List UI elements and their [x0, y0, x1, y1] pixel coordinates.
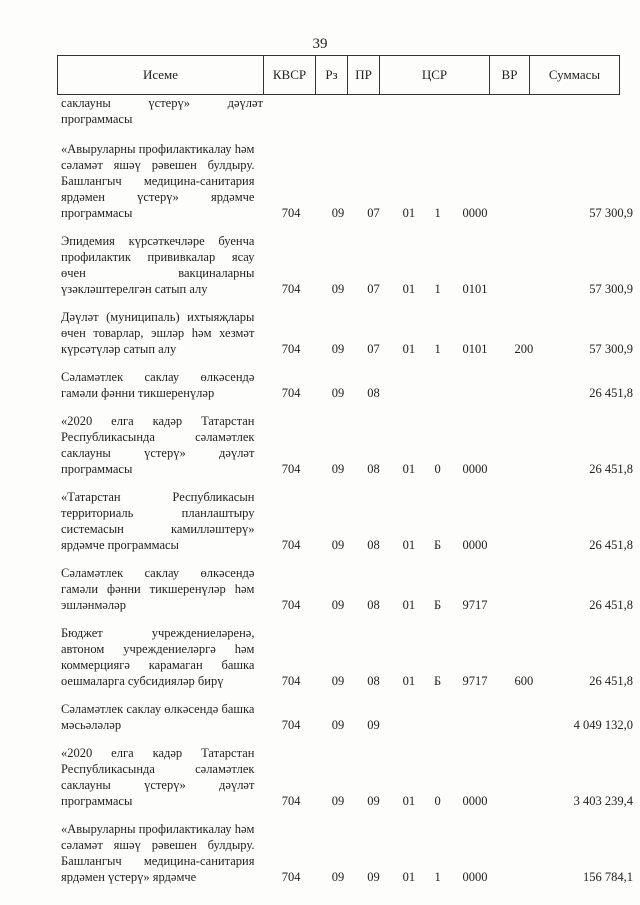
row-csr-subprogram: 0	[434, 794, 441, 808]
row-ksvr: 704	[281, 794, 301, 808]
row-name: «2020 елга кадәр Татарстан Республикасында сәламәтлек саклауны үстерү» дәүләт программасы	[61, 414, 255, 476]
row-csr-subprogram: Б	[434, 598, 442, 612]
row-name: Эпидемия күрсәткечләре буенча профилактик прививкалар ясау өчен вакциналарны үзәкләштерелгән сатып алу	[61, 234, 255, 296]
row-csr-code: 0101	[462, 342, 488, 356]
row-csr-code: 9717	[462, 598, 488, 612]
row-name: «Авыруларны профилактикалау һәм сәламәт яшәү рәвешен булдыру. Башлангыч медицина-санитария ярдәмен үстерү» ярдәмче программасы	[61, 142, 255, 220]
header-rz: Рз	[316, 56, 348, 94]
row-rz: 09	[331, 282, 345, 296]
row-ksvr: 704	[281, 674, 301, 688]
row-sum: 4 049 132,0	[573, 718, 634, 732]
table-header	[57, 55, 620, 95]
header-vr: ВР	[490, 56, 530, 94]
row-csr-program: 01	[402, 794, 416, 808]
header-csr: ЦСР	[380, 56, 490, 94]
row-rz: 09	[331, 718, 345, 732]
header-pr: ПР	[348, 56, 380, 94]
row-name: «Татарстан Республикасын территориаль планлаштыру системасын камилләштерү» ярдәмче программасы	[61, 490, 255, 552]
row-name: саклауны үстерү» дәүләт программасы	[61, 96, 263, 126]
row-pr: 07	[367, 342, 380, 356]
row-pr: 09	[367, 870, 380, 884]
row-csr-code: 9717	[462, 674, 488, 688]
row-csr-program: 01	[402, 538, 416, 552]
row-rz: 09	[331, 794, 345, 808]
table-row	[57, 95, 637, 127]
row-name: Бюджет учреждениеләренә, автоном учреждениеләргә һәм коммерциягә карамаган башка оешмаларга субсидияләр бирү	[61, 626, 255, 688]
row-pr: 08	[367, 462, 380, 476]
row-ksvr: 704	[281, 462, 301, 476]
table-body	[57, 95, 637, 897]
row-sum: 26 451,8	[589, 462, 634, 476]
row-pr: 09	[367, 718, 380, 732]
row-csr-subprogram: 1	[434, 282, 441, 296]
row-csr-code: 0101	[462, 282, 488, 296]
row-ksvr: 704	[281, 870, 301, 884]
row-name: Сәламәтлек саклау өлкәсендә гамәли фәнни тикшеренүләр һәм эшләнмәләр	[61, 566, 255, 612]
row-ksvr: 704	[281, 718, 301, 732]
row-sum: 57 300,9	[589, 282, 634, 296]
table-row	[57, 233, 637, 297]
row-name: «Авыруларны профилактикалау һәм сәламәт яшәү рәвешен булдыру. Башлангыч медицина-санитария ярдәмен үстерү» ярдәмче	[61, 822, 255, 884]
row-vr: 600	[514, 674, 534, 688]
table-row	[57, 141, 637, 221]
row-name: Дәүләт (муниципаль) ихтыяҗлары өчен товарлар, эшләр һәм хезмәт күрсәтүләр сатып алу	[61, 310, 255, 356]
row-rz: 09	[331, 870, 345, 884]
page-number: 39	[312, 36, 328, 52]
header-name: Исеме	[58, 56, 264, 94]
table-row	[57, 745, 637, 809]
row-ksvr: 704	[281, 282, 301, 296]
row-csr-subprogram: 0	[434, 462, 441, 476]
row-sum: 156 784,1	[583, 870, 634, 884]
table-row	[57, 625, 637, 689]
row-csr-code: 0000	[462, 206, 488, 220]
row-sum: 3 403 239,4	[573, 794, 634, 808]
row-rz: 09	[331, 386, 345, 400]
row-rz: 09	[331, 206, 345, 220]
row-csr-program: 01	[402, 342, 416, 356]
row-pr: 09	[367, 794, 380, 808]
table-row	[57, 565, 637, 613]
table-row	[57, 489, 637, 553]
table-row	[57, 413, 637, 477]
row-name: «2020 елга кадәр Татарстан Республикасында сәламәтлек саклауны үстерү» дәүләт программасы	[61, 746, 255, 808]
row-ksvr: 704	[281, 538, 301, 552]
header-ksvr: КВСР	[264, 56, 316, 94]
table-row	[57, 701, 637, 733]
row-csr-program: 01	[402, 870, 416, 884]
row-ksvr: 704	[281, 342, 301, 356]
row-csr-program: 01	[402, 206, 416, 220]
row-pr: 07	[367, 206, 380, 220]
row-sum: 57 300,9	[589, 206, 634, 220]
row-name: Сәламәтлек саклау өлкәсендә гамәли фәнни тикшеренүләр	[61, 370, 255, 400]
row-rz: 09	[331, 598, 345, 612]
row-csr-program: 01	[402, 282, 416, 296]
row-rz: 09	[331, 342, 345, 356]
row-csr-subprogram: Б	[434, 674, 442, 688]
row-csr-code: 0000	[462, 462, 488, 476]
row-vr: 200	[514, 342, 534, 356]
row-sum: 26 451,8	[589, 598, 634, 612]
row-ksvr: 704	[281, 386, 301, 400]
row-csr-subprogram: 1	[434, 206, 441, 220]
row-csr-code: 0000	[462, 794, 488, 808]
row-sum: 26 451,8	[589, 386, 634, 400]
header-sum: Суммасы	[548, 67, 601, 82]
row-csr-code: 0000	[462, 538, 488, 552]
row-name: Сәламәтлек саклау өлкәсендә башка мәсьәләләр	[61, 702, 255, 732]
row-csr-program: 01	[402, 462, 416, 476]
table-row	[57, 821, 637, 885]
row-sum: 26 451,8	[589, 538, 634, 552]
row-csr-program: 01	[402, 598, 416, 612]
row-rz: 09	[331, 462, 345, 476]
row-pr: 08	[367, 386, 380, 400]
row-pr: 08	[367, 674, 380, 688]
row-csr-code: 0000	[462, 870, 488, 884]
row-csr-subprogram: 1	[434, 870, 441, 884]
table-row	[57, 369, 637, 401]
row-pr: 07	[367, 282, 380, 296]
row-ksvr: 704	[281, 598, 301, 612]
row-ksvr: 704	[281, 206, 301, 220]
row-csr-program: 01	[402, 674, 416, 688]
row-rz: 09	[331, 538, 345, 552]
row-sum: 57 300,9	[589, 342, 634, 356]
row-pr: 08	[367, 598, 380, 612]
row-sum: 26 451,8	[589, 674, 634, 688]
row-pr: 08	[367, 538, 380, 552]
row-csr-subprogram: 1	[434, 342, 441, 356]
table-row	[57, 309, 637, 357]
row-csr-subprogram: Б	[434, 538, 442, 552]
row-rz: 09	[331, 674, 345, 688]
